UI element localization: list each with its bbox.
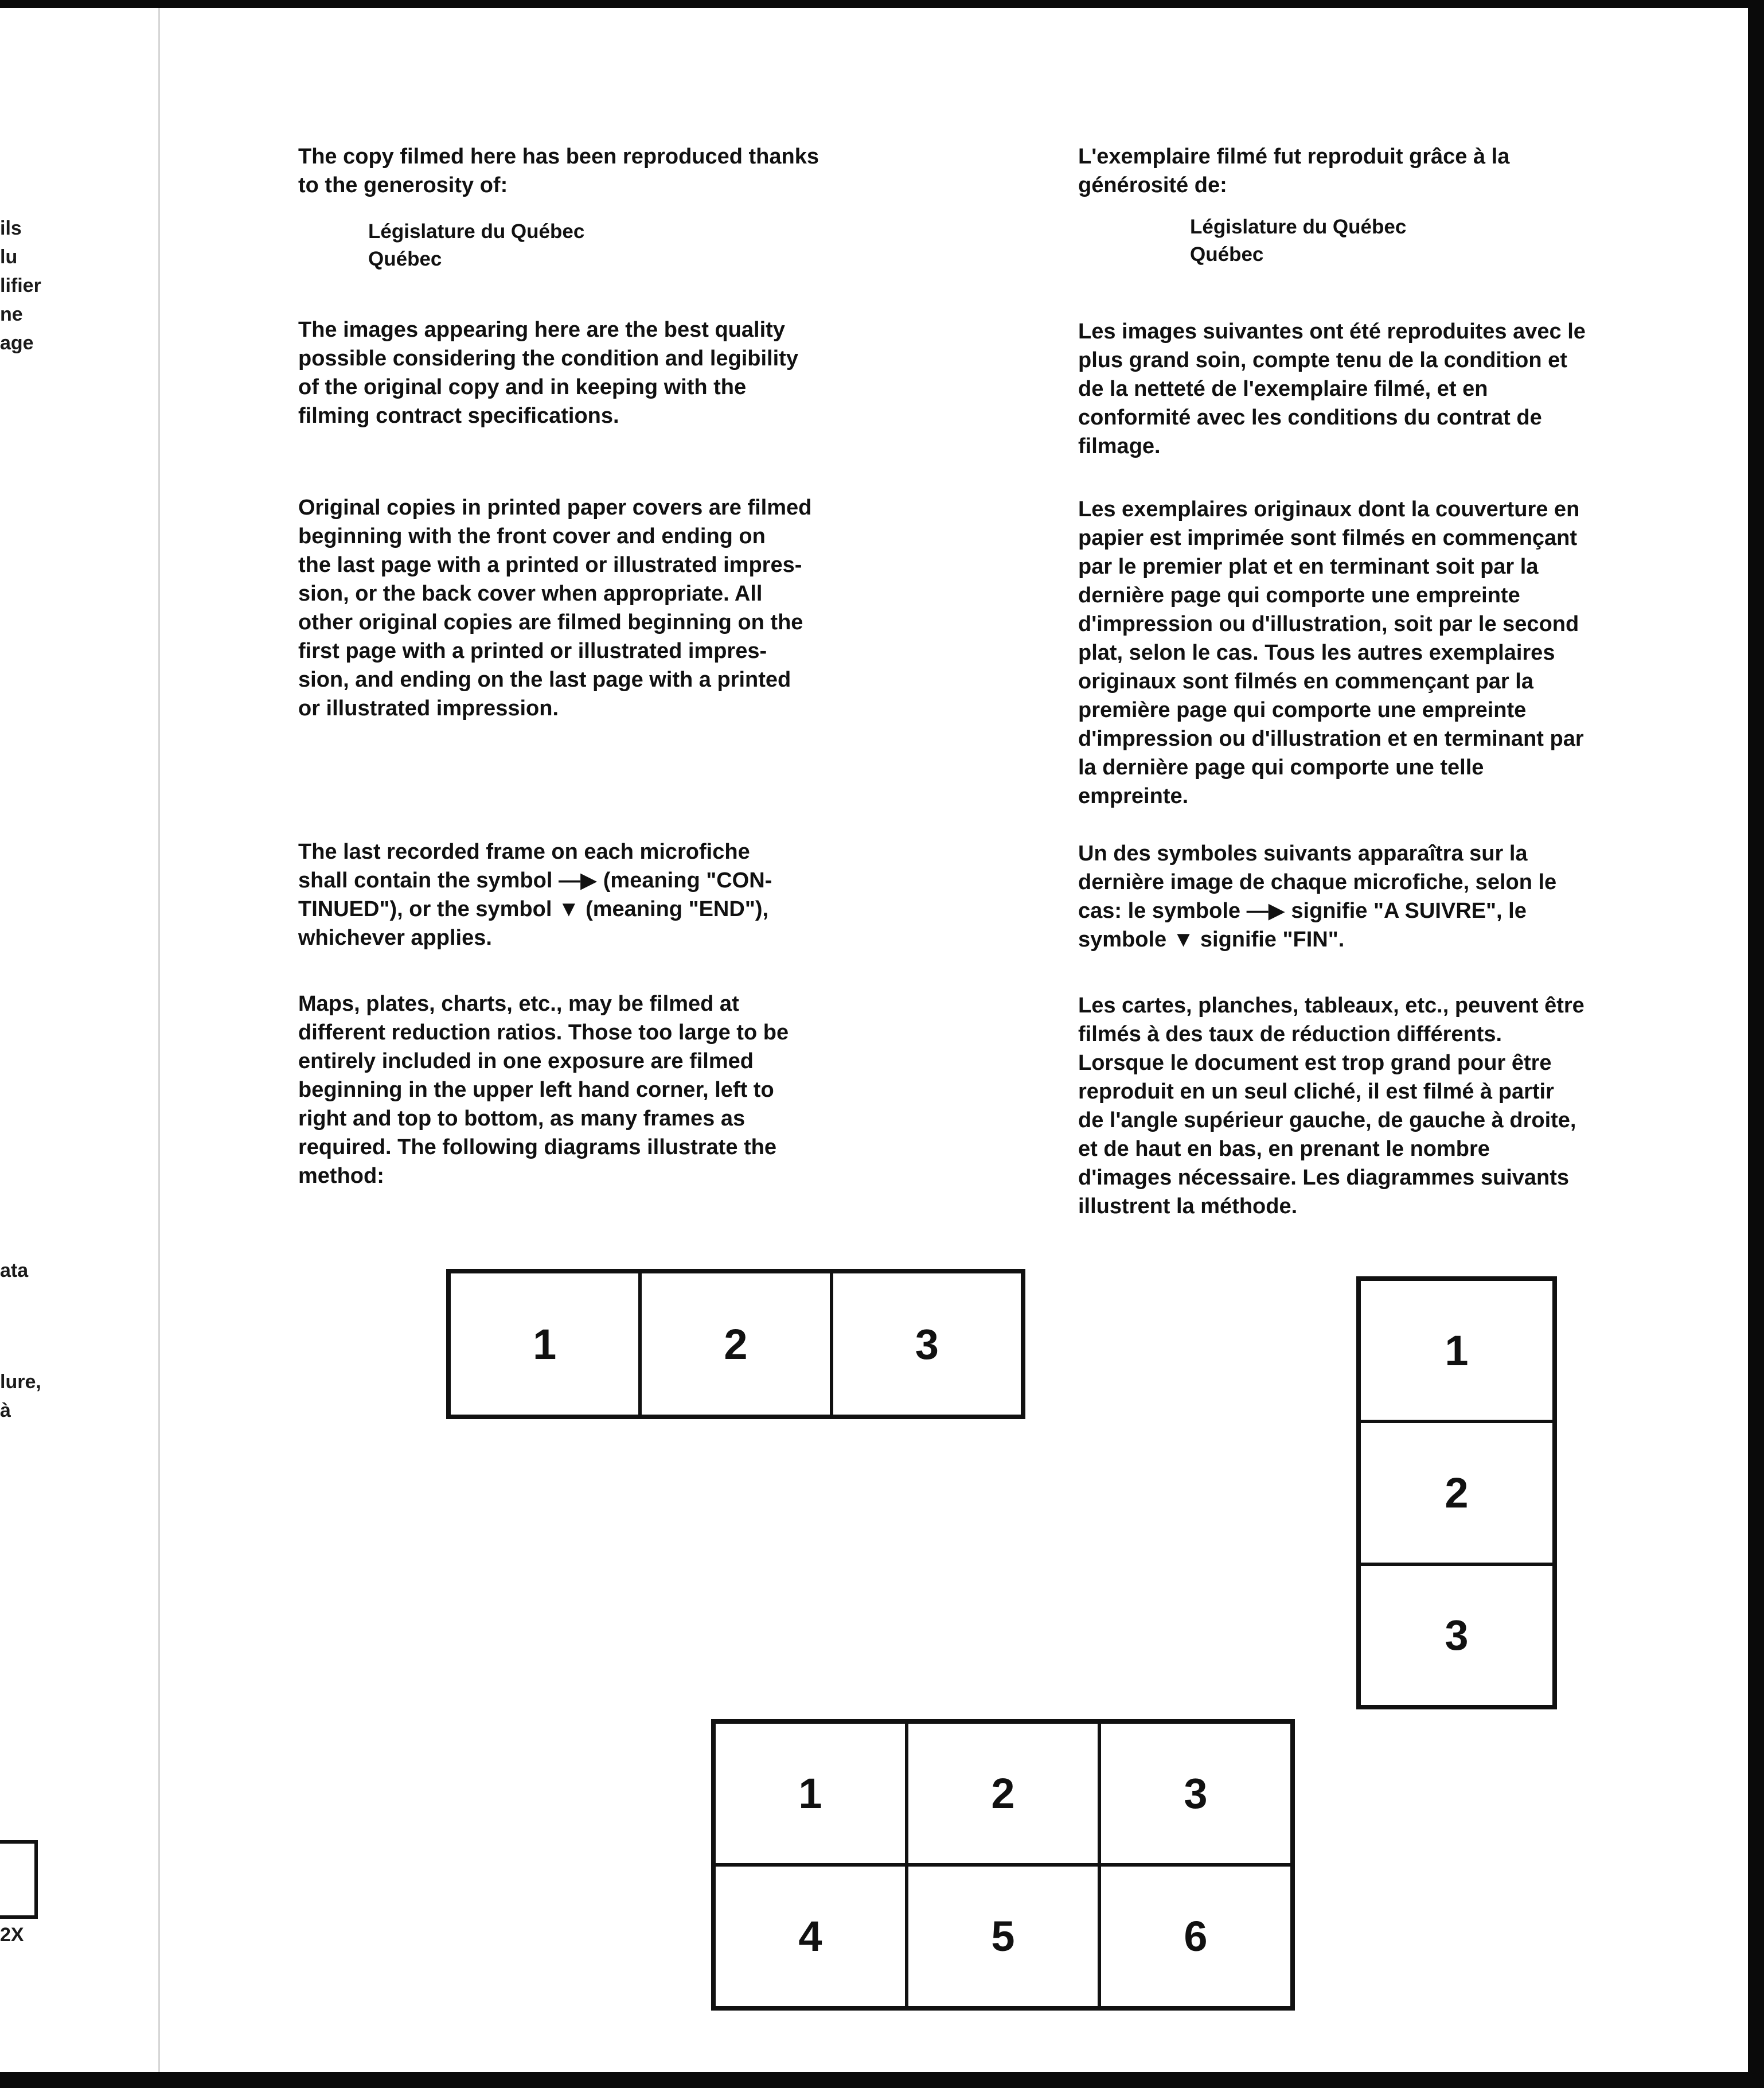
french-intro: L'exemplaire filmé fut reproduit grâce à la générosité de: bbox=[1078, 145, 1510, 197]
diagram-grid bbox=[711, 1719, 1295, 2011]
scale-label: 2X bbox=[0, 1924, 24, 1946]
english-paragraph-quality: The images appearing here are the best quality possible considering the condition and legibility of the original copy and in keeping with the filming contract specifications. bbox=[298, 318, 798, 428]
fragment-line: à bbox=[0, 1400, 11, 1421]
english-paragraph-maps: Maps, plates, charts, etc., may be filmed at different reduction ratios. Those too large to be entirely included in one exposure are filmed beginning in the upper left hand corner, left to right and top to bottom, as many frames as required. The following diagrams illustrate the method: bbox=[298, 992, 789, 1188]
fragment-line: lifier bbox=[0, 275, 41, 297]
previous-page-fragment bbox=[0, 0, 69, 2088]
frame-cell: 5 bbox=[907, 1865, 1099, 2008]
frame-cell: 1 bbox=[714, 1722, 907, 1865]
french-column bbox=[1078, 142, 1743, 1232]
french-credit: Législature du Québec Québec bbox=[1190, 216, 1407, 266]
frame-cell: 1 bbox=[1359, 1279, 1554, 1421]
frame-cell: 3 bbox=[1099, 1722, 1292, 1865]
english-credit: Législature du Québec Québec bbox=[368, 220, 585, 270]
fragment-line: lure, bbox=[0, 1371, 41, 1393]
french-paragraph-symbols: Un des symboles suivants apparaîtra sur la dernière image de chaque microfiche, selon le cas: le symbole —▶ signifie "A SUIVRE", le symbole ▼ signifie "FIN". bbox=[1078, 842, 1557, 952]
scan-border-top bbox=[0, 0, 1764, 8]
frame-cell: 2 bbox=[907, 1722, 1099, 1865]
frame-cell: 1 bbox=[449, 1272, 640, 1416]
fragment-line: lu bbox=[0, 246, 18, 268]
french-paragraph-maps: Les cartes, planches, tableaux, etc., peuvent être filmés à des taux de réduction différents. Lorsque le document est trop grand pour être reproduit en un seul cliché, il est filmé à partir de l'angle supérieur gauche, de gauche à droite, et de haut en bas, en prenant le nombre d'images nécessaire. Les diagrammes suivants illustrent la méthode. bbox=[1078, 994, 1585, 1218]
fragment-line: ils bbox=[0, 217, 22, 239]
frame-cell: 6 bbox=[1099, 1865, 1292, 2008]
english-intro: The copy filmed here has been reproduced thanks to the generosity of: bbox=[298, 145, 819, 197]
frame-cell: 2 bbox=[1359, 1421, 1554, 1564]
diagram-vertical bbox=[1356, 1276, 1557, 1709]
diagram-horizontal bbox=[446, 1269, 1025, 1419]
frame-cell: 4 bbox=[714, 1865, 907, 2008]
scale-box bbox=[0, 1840, 38, 1919]
fragment-line: ne bbox=[0, 303, 23, 325]
fragment-line: ata bbox=[0, 1260, 29, 1281]
scan-border-right bbox=[1748, 0, 1764, 2088]
english-paragraph-symbols: The last recorded frame on each microfiche shall contain the symbol —▶ (meaning "CON- TINUED"), or the symbol ▼ (meaning "END"), whichever applies. bbox=[298, 840, 772, 950]
frame-cell: 3 bbox=[832, 1272, 1023, 1416]
english-paragraph-covers: Original copies in printed paper covers are filmed beginning with the front cover and ending on the last page with a printed or illustrated impres- sion, or the back cover when appropriate. All other original copies are filmed beginning on the first page with a printed or illustrated impres- sion, and ending on the last page with a printed or illustrated impression. bbox=[298, 496, 812, 720]
fragment-line: age bbox=[0, 332, 34, 354]
frame-cell: 3 bbox=[1359, 1564, 1554, 1707]
page-fold-line bbox=[158, 8, 160, 2072]
french-paragraph-covers: Les exemplaires originaux dont la couverture en papier est imprimée sont filmés en commençant par le premier plat et en terminant soit par la dernière page qui comporte une empreinte d'impression ou d'illustration, soit par le second plat, selon le cas. Tous les autres exemplaires originaux sont filmés en commençant par la première page qui comporte une empreinte d'impression ou d'illustration et en terminant par la dernière page qui comporte une telle empreinte. bbox=[1078, 497, 1584, 808]
english-column bbox=[298, 142, 986, 1209]
french-paragraph-quality: Les images suivantes ont été reproduites avec le plus grand soin, compte tenu de la condition et de la netteté de l'exemplaire filmé, et en conformité avec les conditions du contrat de filmage. bbox=[1078, 320, 1586, 458]
frame-cell: 2 bbox=[640, 1272, 831, 1416]
scan-border-bottom bbox=[0, 2072, 1764, 2088]
